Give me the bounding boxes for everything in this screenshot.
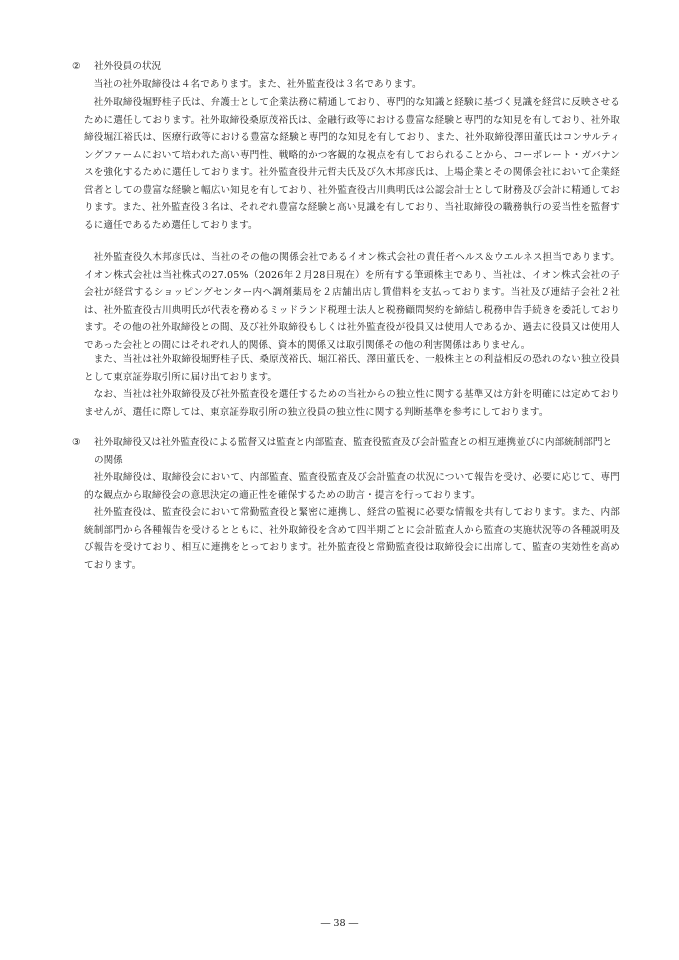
paragraph: 社外監査役は、監査役会において常勤監査役と緊密に連携し、経営の監視に必要な情報を共有しております。また、内部統制部門から各種報告を受けるとともに、社外取締役を含めて四半期ごとに会計監査人から監査の実施状況等の各種説明及び報告を受けており、相互に連携をとっております。社外監査役と常勤監査役は取締役会に出席して、監査の実効性を高めております。 — [84, 507, 620, 571]
section-2-title: 社外役員の状況 — [94, 61, 162, 72]
section-2-number: ② — [72, 61, 81, 72]
page-number: ― 38 ― — [320, 918, 359, 929]
paragraph: 当社の社外取締役は４名であります。また、社外監査役は３名であります。 — [93, 79, 422, 90]
paragraph: また、当社は社外取締役堀野桂子氏、桑原茂裕氏、堀江裕氏、澤田董氏を、一般株主との利益相反の恐れのない独立役員として東京証券取引所に届け出ております。 — [84, 354, 620, 383]
paragraph: 社外取締役は、取締役会において、内部監査、監査役監査及び会計監査の状況について報告を受け、必要に応じて、専門的な観点から取締役会の意思決定の適正性を確保するための助言・提言を行っております。 — [84, 472, 620, 501]
section-3-number: ③ — [72, 437, 81, 448]
section-2-heading — [72, 58, 620, 76]
section-3-title: 社外取締役又は社外監査役による監督又は監査と内部監査、監査役監査及び会計監査との相互連携並びに内部統制部門との関係 — [94, 437, 613, 466]
paragraph: 社外監査役久木邦彦氏は、当社のその他の関係会社であるイオン株式会社の責任者ヘルス＆ウエルネス担当であります。イオン株式会社は当社株式の27.05%（2026年２月28日現在）を所有する筆頭株主であり、当社は、イオン株式会社の子会社が経営するショッピングセンター内へ調剤薬局を２店舗出店し賃借料を支払っております。当社及び連結子会社２社は、社外監査役古川典明氏が代表を務めるミッドランド税理士法人と税務顧問契約を締結し税務申告手続きを委託しております。その他の社外取締役との間、及び社外取締役もしくは社外監査役が役員又は使用人であるか、過去に役員又は使用人であった会社との間にはそれぞれ人的関係、資本的関係又は取引関係その他の利害関係はありません。 — [84, 252, 620, 351]
section-3-heading — [72, 434, 620, 469]
paragraph: なお、当社は社外取締役及び社外監査役を選任するための当社からの独立性に関する基準又は方針を明確には定めておりませんが、選任に際しては、東京証券取引所の独立役員の独立性に関する判断基準を参考にしております。 — [84, 389, 620, 418]
paragraph: 社外取締役堀野桂子氏は、弁護士として企業法務に精通しており、専門的な知識と経験に基づく見識を経営に反映させるために選任しております。社外取締役桑原茂裕氏は、金融行政等における豊富な経験と専門的な知見を有しており、社外取締役堀江裕氏は、医療行政等における豊富な経験と専門的な知見を有しており、また、社外取締役澤田董氏はコンサルティングファームにおいて培われた高い専門性、戦略的かつ客観的な視点を有しておられることから、コーポレート・ガバナンスを強化するために選任しております。社外監査役井元哲夫氏及び久木邦彦氏は、上場企業とその関係会社において企業経営者としての豊富な経験と幅広い知見を有しており、社外監査役古川典明氏は公認会計士として財務及び会計に精通しております。また、社外監査役３名は、それぞれ豊富な経験と高い見識を有しており、当社取締役の職務執行の妥当性を監督するに適任であるため選任しております。 — [84, 97, 620, 231]
